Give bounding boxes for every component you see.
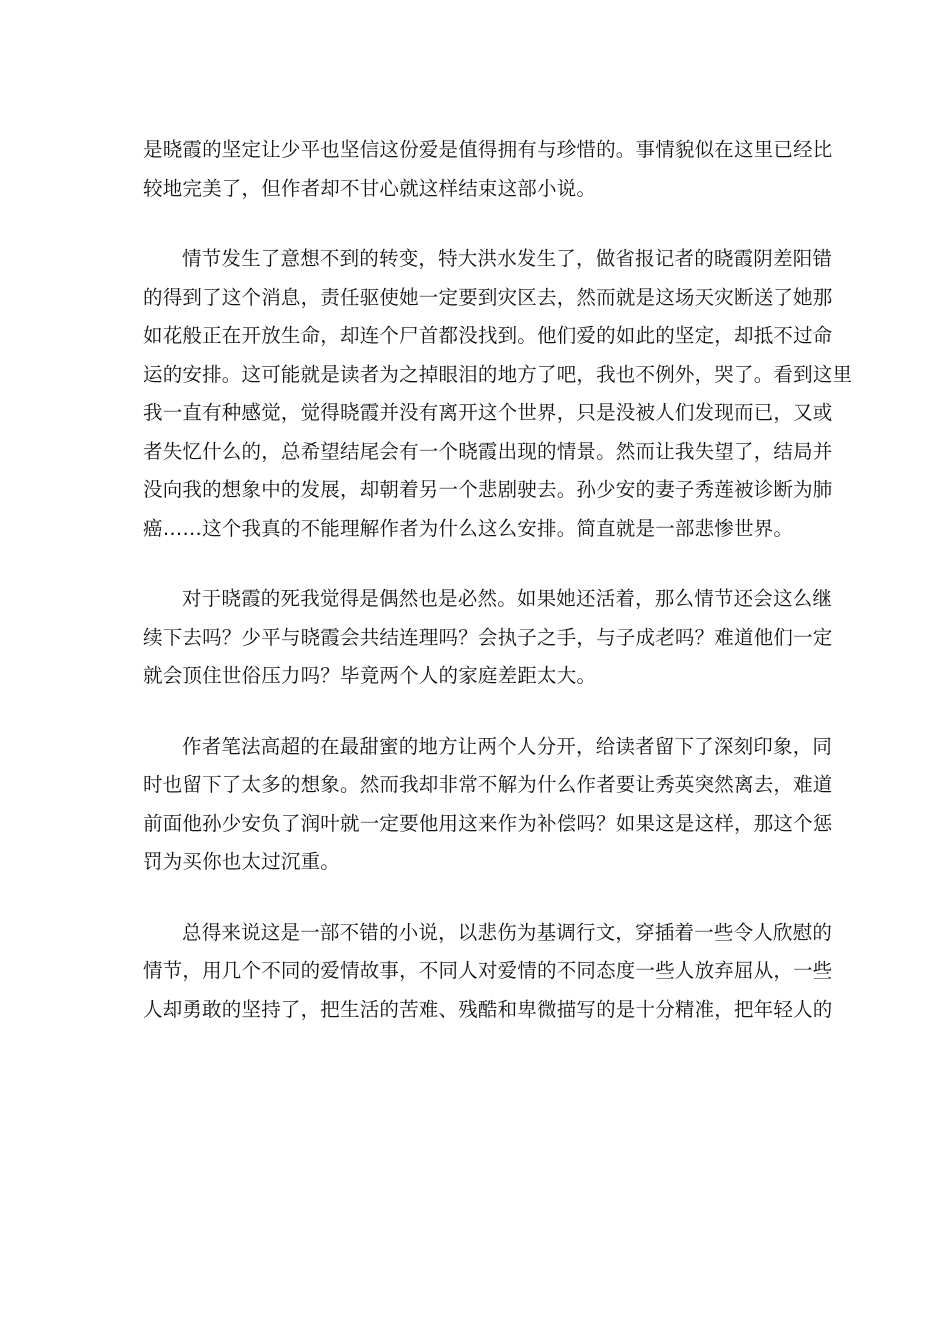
text-line: 者失忆什么的，总希望结尾会有一个晓霞出现的情景。然而让我失望了，结局并 — [143, 439, 833, 463]
text-line: 没向我的想象中的发展，却朝着另一个悲剧驶去。孙少安的妻子秀莲被诊断为肺 — [143, 478, 833, 501]
paragraph-5 — [143, 914, 833, 1030]
text-line: 作者笔法高超的在最甜蜜的地方让两个人分开，给读者留下了深刻印象，同 — [182, 734, 833, 758]
text-line: 人却勇敢的坚持了，把生活的苦难、残酷和卑微描写的是十分精准，把年轻人的 — [143, 997, 833, 1021]
text-line: 如花般正在开放生命，却连个尸首都没找到。他们爱的如此的坚定，却抵不过命 — [143, 324, 833, 347]
text-line: 就会顶住世俗压力吗？毕竟两个人的家庭差距太大。 — [143, 664, 597, 687]
text-line: 癌……这个我真的不能理解作者为什么这么安排。简直就是一部悲惨世界。 — [143, 516, 794, 540]
text-line: 前面他孙少安负了润叶就一定要他用这来作为补偿吗？如果这是这样，那这个惩 — [143, 811, 833, 835]
text-line: 较地完美了，但作者却不甘心就这样结束这部小说。 — [143, 176, 597, 200]
text-line: 情节，用几个不同的爱情故事，不同人对爱情的不同态度一些人放弃屈从，一些 — [143, 959, 833, 982]
paragraph-4 — [143, 728, 833, 882]
text-line: 是晓霞的坚定让少平也坚信这份爱是值得拥有与珍惜的。事情貌似在这里已经比 — [143, 138, 833, 161]
text-line: 续下去吗？少平与晓霞会共结连理吗？会执子之手，与子成老吗？难道他们一定 — [143, 625, 833, 649]
text-line: 总得来说这是一部不错的小说，以悲伤为基调行文，穿插着一些令人欣慰的 — [182, 920, 833, 944]
text-line: 情节发生了意想不到的转变，特大洪水发生了，做省报记者的晓霞阴差阳错 — [182, 247, 833, 270]
text-line: 的得到了这个消息，责任驱使她一定要到灾区去，然而就是这场天灾断送了她那 — [143, 285, 833, 309]
text-line: 罚为买你也太过沉重。 — [143, 850, 341, 873]
paragraph-1 — [143, 131, 833, 208]
paragraph-3 — [143, 580, 833, 696]
document-body — [143, 131, 853, 1061]
text-line: 运的安排。这可能就是读者为之掉眼泪的地方了吧，我也不例外，哭了。看到这里 — [143, 362, 853, 386]
text-line: 我一直有种感觉，觉得晓霞并没有离开这个世界，只是没被人们发现而已，又或 — [143, 401, 833, 424]
paragraph-2 — [143, 240, 853, 548]
text-line: 时也留下了太多的想象。然而我却非常不解为什么作者要让秀英突然离去，难道 — [143, 773, 833, 796]
text-line: 对于晓霞的死我觉得是偶然也是必然。如果她还活着，那么情节还会这么继 — [182, 587, 833, 610]
